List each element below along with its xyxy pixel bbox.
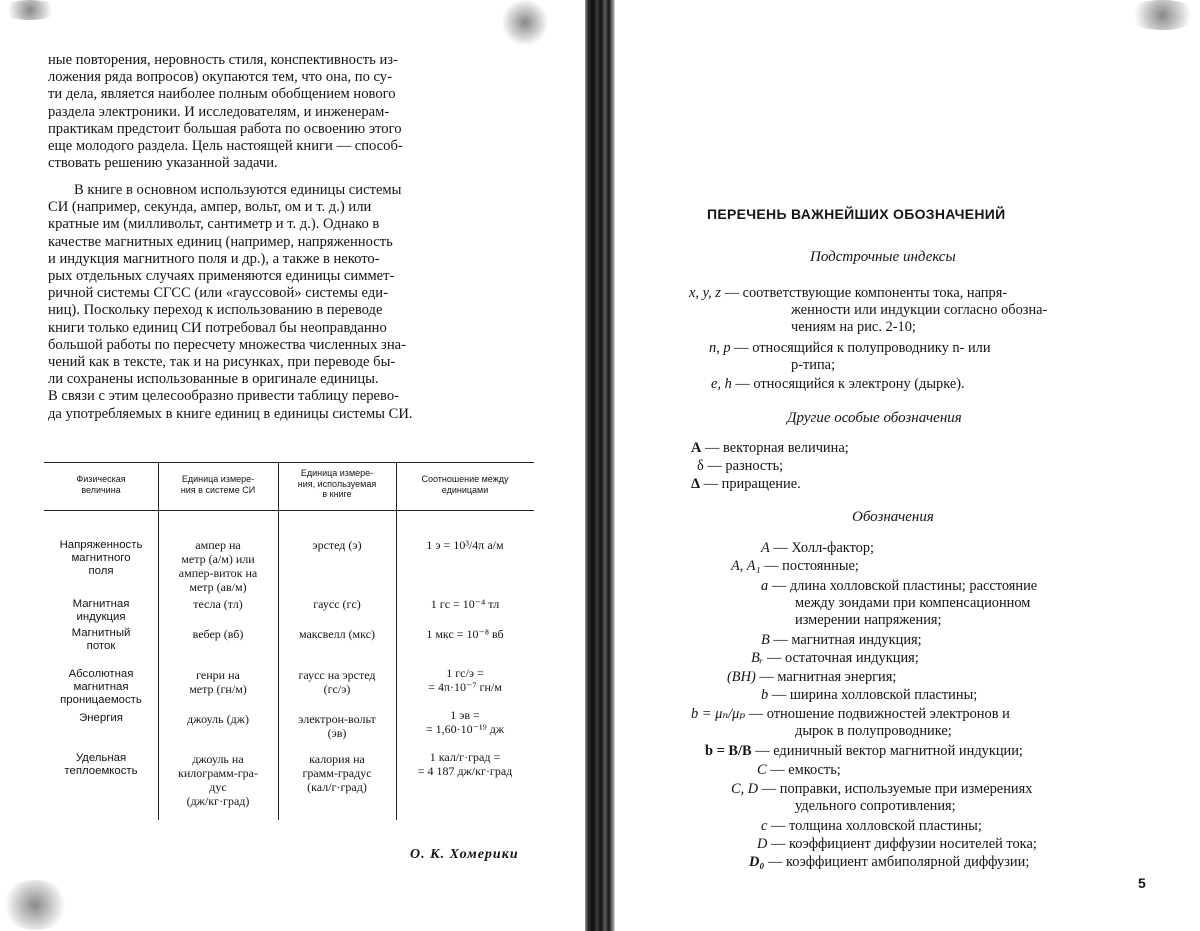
cell-line: поля: [44, 565, 158, 578]
cell-line: (эв): [278, 726, 396, 740]
cell-line: электрон-вольт: [278, 712, 396, 726]
cell-line: поток: [44, 640, 158, 653]
table-cell-si: [158, 752, 278, 808]
cell-line: (гс/э): [278, 682, 396, 696]
notation-entry: [751, 650, 919, 667]
table-cell-si: [158, 668, 278, 696]
cell-line: индукция: [44, 611, 158, 624]
table-top-rule: [44, 462, 534, 463]
dash: —: [705, 440, 719, 456]
notation-text: векторная величина;: [723, 440, 849, 456]
notation-continuation: измерении напряжения;: [795, 612, 942, 629]
notation-symbol: c: [761, 818, 767, 834]
table-cell-relation: [396, 666, 534, 694]
notation-text: магнитная индукция;: [791, 632, 921, 648]
cell-line: метр (ав/м): [158, 580, 278, 594]
cell-line: (дж/кг·град): [158, 794, 278, 808]
notation-text: разность;: [725, 458, 783, 474]
notation-symbol: b: [761, 687, 768, 703]
notation-continuation: удельного сопротивления;: [795, 798, 956, 815]
notation-text: поправки, используемые при измерениях: [780, 781, 1033, 797]
notation-entry: [761, 578, 1037, 595]
cell-line: метр (гн/м): [158, 682, 278, 696]
dash: —: [704, 476, 718, 492]
scan-smudge: [500, 0, 550, 45]
cell-line: килограмм-гра-: [158, 766, 278, 780]
table-cell-quantity: [44, 668, 158, 708]
table-cell-si: [158, 538, 278, 594]
notation-entry: [757, 836, 1037, 853]
text-line: качестве магнитных единиц (например, напряженность: [48, 234, 528, 251]
header-line: ния, используемая: [278, 479, 396, 490]
cell-line: калория на: [278, 752, 396, 766]
header-line: Единица измере-: [278, 468, 396, 479]
dash: —: [767, 650, 781, 666]
text-line: еще молодого раздела. Цель настоящей книги — способ-: [48, 138, 528, 155]
header-line: Соотношение между: [396, 474, 534, 485]
table-cell-relation: [396, 708, 534, 736]
table-cell-quantity: [44, 752, 158, 778]
notation-entry: [711, 376, 965, 393]
notation-text: емкость;: [788, 762, 841, 778]
dash: —: [759, 669, 773, 685]
notation-symbol: e, h: [711, 376, 732, 392]
notation-entry: [709, 340, 991, 357]
text-line: и индукция магнитного поля и др.), а также в некото-: [48, 251, 528, 268]
cell-line: ампер на: [158, 538, 278, 552]
notation-text: остаточная индукция;: [785, 650, 919, 666]
cell-line: Абсолютная: [44, 668, 158, 681]
notation-text: коэффициент диффузии носителей тока;: [789, 836, 1037, 852]
cell-line: максвелл (мкс): [278, 627, 396, 641]
header-line: единицами: [396, 485, 534, 496]
table-cell-book: [278, 627, 396, 641]
cell-line: теплоемкость: [44, 765, 158, 778]
notation-symbol: A, A₁: [731, 558, 761, 574]
left-page: [0, 0, 585, 931]
dash: —: [771, 818, 785, 834]
table-cell-quantity: [44, 627, 158, 653]
table-header-quantity: [44, 474, 158, 495]
cell-line: магнитная: [44, 681, 158, 694]
text-line: чений как в тексте, так и на рисунках, при переводе бы-: [48, 354, 528, 371]
table-cell-book: [278, 712, 396, 740]
table-cell-book: [278, 597, 396, 611]
cell-line: дус: [158, 780, 278, 794]
text-line: ствовать решению указанной задачи.: [48, 155, 528, 172]
notation-text: относящийся к полупроводнику n- или: [752, 340, 990, 356]
dash: —: [734, 340, 748, 356]
table-cell-quantity: [44, 712, 158, 725]
cell-line: 1 мкс = 10⁻⁸ вб: [396, 627, 534, 641]
notation-text: магнитная энергия;: [777, 669, 896, 685]
text-line: кратные им (милливольт, сантиметр и т. д.). Однако в: [48, 216, 528, 233]
cell-line: 1 гс = 10⁻⁴ тл: [396, 597, 534, 611]
table-cell-relation: [396, 597, 534, 611]
dash: —: [770, 762, 784, 778]
text-line: да употребляемых в книге единиц в единицы системы СИ.: [48, 406, 528, 423]
table-cell-si: [158, 597, 278, 611]
cell-line: = 4π·10⁻⁷ гн/м: [396, 680, 534, 694]
table-cell-book: [278, 668, 396, 696]
notation-symbol: B: [761, 632, 770, 648]
cell-line: джоуль на: [158, 752, 278, 766]
table-header-relation: [396, 474, 534, 495]
notation-entry: [731, 781, 1032, 798]
dash: —: [764, 558, 778, 574]
notation-text: относящийся к электрону (дырке).: [753, 376, 964, 392]
text-line: книги только единиц СИ потребовал бы неоправданно: [48, 320, 528, 337]
notation-text: соответствующие компоненты тока, напря-: [743, 285, 1008, 301]
table-cell-book: [278, 538, 396, 552]
dash: —: [773, 540, 787, 556]
table-cell-quantity: [44, 539, 158, 579]
notation-continuation: женности или индукции согласно обозна-: [791, 302, 1047, 319]
text-line: раздела электроники. И исследователям, и инженерам-: [48, 104, 528, 121]
table-header-si-unit: [158, 474, 278, 495]
cell-line: Удельная: [44, 752, 158, 765]
notation-text: отношение подвижностей электронов и: [767, 706, 1010, 722]
text-line: большой работы по пересчету множества численных зна-: [48, 337, 528, 354]
scan-smudge: [0, 0, 60, 20]
notation-entry: [731, 558, 859, 575]
page-title: ПЕРЕЧЕНЬ ВАЖНЕЙШИХ ОБОЗНАЧЕНИЙ: [707, 206, 1006, 222]
book-gutter: [585, 0, 615, 931]
cell-line: тесла (тл): [158, 597, 278, 611]
intro-paragraph-1: [48, 52, 528, 172]
notation-symbol: Bᵣ: [751, 650, 763, 666]
cell-line: = 4 187 дж/кг·град: [396, 764, 534, 778]
notation-entry: [761, 818, 982, 835]
cell-line: 1 эв =: [396, 708, 534, 722]
notation-entry: [749, 854, 1029, 871]
header-line: Единица измере-: [158, 474, 278, 485]
text-line: ниц). Поскольку переход к использованию в переводе: [48, 302, 528, 319]
cell-line: эрстед (э): [278, 538, 396, 552]
cell-line: (кал/г·град): [278, 780, 396, 794]
cell-line: Напряженность: [44, 539, 158, 552]
notation-symbol: C, D: [731, 781, 758, 797]
table-cell-si: [158, 712, 278, 726]
table-cell-si: [158, 627, 278, 641]
notation-entry: [727, 669, 896, 686]
text-line: СИ (например, секунда, ампер, вольт, ом и т. д.) или: [48, 199, 528, 216]
text-line: ти дела, является наиболее полным обобщением нового: [48, 86, 528, 103]
header-line: в книге: [278, 489, 396, 500]
notation-entry: [757, 762, 841, 779]
table-header-rule: [44, 510, 534, 511]
dash: —: [762, 781, 776, 797]
notation-text: ширина холловской пластины;: [790, 687, 977, 703]
notation-text: приращение.: [722, 476, 801, 492]
text-line: практикам предстоит большая работа по освоению этого: [48, 121, 528, 138]
notation-text: единичный вектор магнитной индукции;: [773, 743, 1023, 759]
section-heading: Обозначения: [852, 509, 934, 526]
notation-entry: [761, 687, 977, 704]
notation-symbol: b = μₙ/μₚ: [691, 706, 745, 722]
scan-smudge: [0, 880, 70, 930]
page-number: 5: [1138, 875, 1146, 891]
notation-symbol: n, p: [709, 340, 731, 356]
dash: —: [768, 854, 782, 870]
dash: —: [735, 376, 749, 392]
right-page: [615, 0, 1200, 931]
cell-line: Магнитная: [44, 598, 158, 611]
text-line: В связи с этим целесообразно привести таблицу перево-: [48, 388, 528, 405]
table-cell-relation: [396, 538, 534, 552]
cell-line: магнитного: [44, 552, 158, 565]
notation-symbol: Δ: [691, 476, 700, 492]
notation-entry: [689, 285, 1007, 302]
notation-continuation: p-типа;: [791, 357, 835, 374]
dash: —: [749, 706, 763, 722]
text-line: рых отдельных случаях применяются единицы симмет-: [48, 268, 528, 285]
author-signature: О. К. Хомерики: [410, 847, 519, 863]
notation-entry: [697, 458, 783, 475]
dash: —: [725, 285, 739, 301]
notation-symbol: C: [757, 762, 767, 778]
table-cell-relation: [396, 750, 534, 778]
table-cell-relation: [396, 627, 534, 641]
cell-line: Магнитный: [44, 627, 158, 640]
notation-entry: [761, 540, 874, 557]
notation-symbol: D: [757, 836, 767, 852]
dash: —: [771, 836, 785, 852]
cell-line: 1 гс/э =: [396, 666, 534, 680]
cell-line: ампер-виток на: [158, 566, 278, 580]
header-line: величина: [44, 485, 158, 496]
text-line: ложения ряда вопросов) окупаются тем, что она, по су-: [48, 69, 528, 86]
table-cell-quantity: [44, 598, 158, 624]
notation-symbol: A: [761, 540, 770, 556]
cell-line: Энергия: [44, 712, 158, 725]
notation-text: коэффициент амбиполярной диффузии;: [786, 854, 1029, 870]
cell-line: метр (а/м) или: [158, 552, 278, 566]
table-header-book-unit: [278, 468, 396, 500]
notation-continuation: между зондами при компенсационном: [795, 595, 1030, 612]
table-cell-book: [278, 752, 396, 794]
notation-symbol: D₀: [749, 854, 764, 870]
dash: —: [772, 578, 786, 594]
cell-line: = 1,60·10⁻¹⁹ дж: [396, 722, 534, 736]
notation-continuation: чениям на рис. 2-10;: [791, 319, 916, 336]
notation-text: Холл-фактор;: [791, 540, 874, 556]
notation-symbol: a: [761, 578, 768, 594]
dash: —: [707, 458, 721, 474]
header-line: Физическая: [44, 474, 158, 485]
text-line: ли сохранены использованные в оригинале единицы.: [48, 371, 528, 388]
cell-line: гаусс (гс): [278, 597, 396, 611]
notation-symbol: (BH): [727, 669, 756, 685]
notation-symbol: A: [691, 440, 701, 456]
cell-line: вебер (вб): [158, 627, 278, 641]
cell-line: джоуль (дж): [158, 712, 278, 726]
notation-entry: [691, 476, 801, 493]
cell-line: генри на: [158, 668, 278, 682]
cell-line: 1 э = 10³/4π а/м: [396, 538, 534, 552]
dash: —: [755, 743, 769, 759]
section-heading: Подстрочные индексы: [810, 249, 956, 266]
dash: —: [773, 632, 787, 648]
notation-text: толщина холловской пластины;: [789, 818, 982, 834]
units-conversion-table: [44, 460, 534, 822]
notation-text: постоянные;: [782, 558, 859, 574]
notation-symbol: b = B/B: [705, 743, 752, 759]
notation-symbol: x, y, z: [689, 285, 721, 301]
notation-entry: [691, 440, 849, 457]
cell-line: гаусс на эрстед: [278, 668, 396, 682]
cell-line: проницаемость: [44, 694, 158, 707]
cell-line: грамм-градус: [278, 766, 396, 780]
text-line: В книге в основном используются единицы системы: [48, 182, 528, 199]
text-line: ные повторения, неровность стиля, конспективность из-: [48, 52, 528, 69]
notation-entry: [691, 706, 1010, 723]
text-line: ричной системы СГСС (или «гауссовой» системы еди-: [48, 285, 528, 302]
header-line: ния в системе СИ: [158, 485, 278, 496]
notation-entry: [705, 743, 1023, 760]
notation-symbol: δ: [697, 458, 704, 474]
notation-entry: [761, 632, 922, 649]
cell-line: 1 кал/г·град =: [396, 750, 534, 764]
notation-continuation: дырок в полупроводнике;: [795, 723, 952, 740]
section-heading: Другие особые обозначения: [787, 410, 962, 427]
scan-smudge: [1125, 0, 1200, 30]
dash: —: [772, 687, 786, 703]
intro-paragraph-2: [48, 182, 528, 423]
notation-text: длина холловской пластины; расстояние: [790, 578, 1037, 594]
